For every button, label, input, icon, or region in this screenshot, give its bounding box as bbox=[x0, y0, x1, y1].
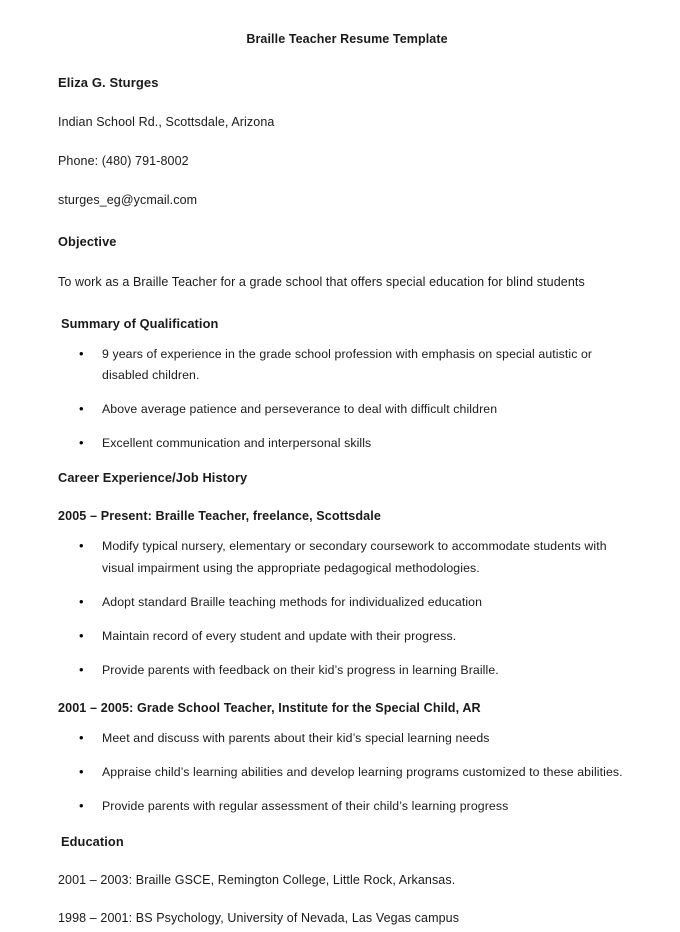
candidate-name: Eliza G. Sturges bbox=[58, 75, 159, 90]
job-title-2: 2001 – 2005: Grade School Teacher, Institute for the Special Child, AR bbox=[58, 701, 481, 716]
job-1-list bbox=[58, 536, 628, 681]
document-title: Braille Teacher Resume Template bbox=[246, 32, 448, 46]
candidate-email: sturges_eg@ycmail.com bbox=[58, 193, 198, 207]
list-item: • Provide parents with feedback on their kid’s progress in learning Braille. bbox=[58, 660, 628, 681]
education-heading: Education bbox=[61, 833, 124, 849]
summary-heading: Summary of Qualification bbox=[61, 315, 219, 331]
candidate-address: Indian School Rd., Scottsdale, Arizona bbox=[58, 115, 275, 129]
list-item: • Excellent communication and interpersonal skills bbox=[58, 433, 628, 454]
job-title-1: 2005 – Present: Braille Teacher, freelance, Scottsdale bbox=[58, 509, 381, 524]
list-item: • Adopt standard Braille teaching methods for individualized education bbox=[58, 592, 628, 613]
objective-heading: Objective bbox=[58, 234, 117, 249]
summary-list bbox=[58, 344, 628, 455]
education-item-2: 1998 – 2001: BS Psychology, University of Nevada, Las Vegas campus bbox=[58, 910, 460, 925]
job-2-list bbox=[58, 728, 628, 817]
list-item: • 9 years of experience in the grade school profession with emphasis on special autistic or disabled children. bbox=[58, 344, 628, 386]
list-item: • Meet and discuss with parents about their kid’s special learning needs bbox=[58, 728, 628, 749]
list-item: • Above average patience and perseverance to deal with difficult children bbox=[58, 399, 628, 420]
list-item: • Appraise child’s learning abilities and develop learning programs customized to these abilities. bbox=[58, 762, 628, 783]
objective-text: To work as a Braille Teacher for a grade school that offers special education for blind students bbox=[58, 275, 585, 289]
education-item-1: 2001 – 2003: Braille GSCE, Remington College, Little Rock, Arkansas. bbox=[58, 872, 456, 887]
list-item: • Maintain record of every student and update with their progress. bbox=[58, 626, 628, 647]
career-heading: Career Experience/Job History bbox=[58, 470, 248, 486]
candidate-phone: Phone: (480) 791-8002 bbox=[58, 154, 189, 168]
list-item: • Provide parents with regular assessment of their child’s learning progress bbox=[58, 796, 628, 817]
list-item: • Modify typical nursery, elementary or secondary coursework to accommodate students with visual impairment using the appropriate pedagogical methodologies. bbox=[58, 536, 628, 578]
